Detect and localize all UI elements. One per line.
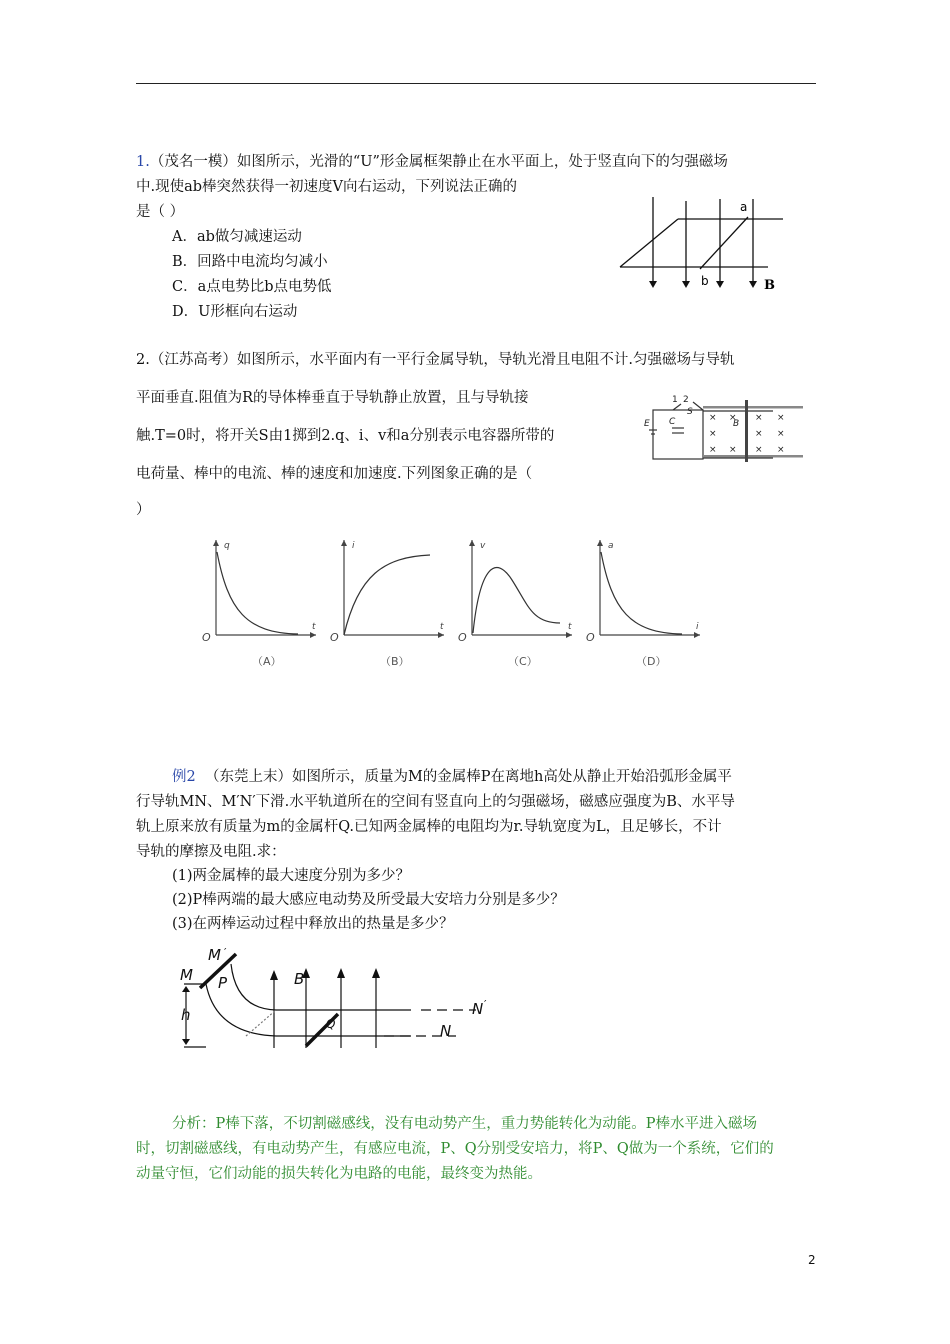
ex2-question-2: (2)P棒两端的最大感应电动势及所受最大安培力分别是多少？	[172, 892, 565, 908]
svg-text:′: ′	[484, 998, 487, 1011]
cross-mark: ×	[777, 429, 785, 439]
label-B: B	[294, 970, 305, 988]
q1-option-b: B．回路中电流均匀减小	[172, 254, 328, 270]
q1-line2: 中.现使ab棒突然获得一初速度V向右运动，下列说法正确的	[136, 179, 518, 195]
graph-x-arrow	[310, 632, 316, 638]
graph-y-arrow	[213, 540, 219, 546]
page-number: 2	[808, 1253, 816, 1267]
label-N-prime: N	[472, 1000, 484, 1018]
cross-mark: ×	[709, 445, 717, 455]
label-N: N	[440, 1022, 452, 1040]
graph-x-arrow	[566, 632, 572, 638]
graph-x-label: t	[312, 622, 316, 632]
graph-origin: O	[330, 631, 339, 644]
cross-mark: ×	[777, 413, 785, 423]
cross-mark: ×	[777, 445, 785, 455]
cross-mark: ×	[755, 413, 763, 423]
graph-0	[202, 540, 316, 668]
graph-origin: O	[458, 631, 467, 644]
q2-line4: 电荷量、棒中的电流、棒的速度和加速度.下列图象正确的是（	[136, 466, 533, 482]
graph-x-label: t	[568, 622, 572, 632]
q1-number: 1.	[136, 154, 150, 170]
q1-figure	[618, 195, 788, 295]
graph-1	[330, 540, 444, 668]
graph-x-label: i	[696, 622, 699, 632]
analysis-line3: 动量守恒，它们动能的损失转化为电路的电能，最终变为热能。	[136, 1166, 542, 1182]
label-B: B	[764, 278, 775, 293]
q1-option-a: A．ab做匀减速运动	[172, 229, 302, 245]
q2-line3: 触.T=0时，将开关S由1掷到2.q、i、v和a分别表示电容器所带的	[136, 428, 555, 444]
graph-y-arrow	[597, 540, 603, 546]
graph-y-label: i	[352, 541, 355, 551]
graph-y-arrow	[469, 540, 475, 546]
q2-line5: ）	[136, 502, 151, 518]
label-1: 1	[672, 395, 678, 405]
cross-mark: ×	[755, 445, 763, 455]
label-M: M	[180, 966, 193, 984]
graph-origin: O	[202, 631, 211, 644]
q1-line3: 是（ ）	[136, 204, 185, 220]
label-M-prime: M	[208, 946, 221, 964]
ex2-line2: 行导轨MN、M′N′下滑.水平轨道所在的空间有竖直向上的匀强磁场，磁感应强度为B、水平导	[136, 794, 735, 810]
graph-curve	[344, 555, 430, 635]
graph-y-label: v	[480, 541, 486, 551]
graph-y-label: a	[608, 541, 614, 551]
label-S: S	[687, 407, 693, 417]
ex2-question-3: (3)在两棒运动过程中释放出的热量是多少？	[172, 916, 454, 932]
graph-caption: （A）	[252, 655, 282, 668]
label-field-B: B	[733, 419, 740, 429]
graph-curve	[473, 568, 560, 633]
label-C: C	[669, 417, 676, 427]
graph-2	[458, 540, 572, 668]
graph-y-label: q	[224, 541, 230, 551]
label-h: h	[181, 1006, 191, 1024]
header-rule	[136, 83, 816, 84]
ex2-stem: （东莞上末）如图所示，质量为M的金属棒P在离地h高处从静止开始沿弧形金属平	[204, 769, 732, 785]
cross-mark: ×	[755, 429, 763, 439]
ex2-label: 例2	[172, 769, 196, 785]
label-b: b	[701, 274, 709, 288]
graph-caption: （D）	[636, 655, 667, 668]
ex2-figure	[176, 944, 506, 1056]
label-a: a	[740, 200, 748, 214]
q2-graphs	[198, 532, 699, 672]
graph-3	[586, 540, 700, 668]
ex2-question-1: (1)两金属棒的最大速度分别为多少？	[172, 868, 411, 884]
graph-curve	[601, 552, 682, 634]
label-E: E	[644, 419, 650, 429]
graph-origin: O	[586, 631, 595, 644]
ex2-line1	[172, 765, 732, 790]
label-Q: Q	[326, 1017, 336, 1031]
graph-caption: （B）	[380, 655, 410, 668]
label-2: 2	[683, 395, 689, 405]
analysis-line1: 分析：P棒下落，不切割磁感线，没有电动势产生，重力势能转化为动能。P棒水平进入磁场	[172, 1116, 758, 1132]
q1-option-c: C．a点电势比b点电势低	[172, 279, 332, 295]
ex2-line4: 导轨的摩擦及电阻.求：	[136, 844, 286, 860]
graph-curve	[217, 552, 298, 634]
q2-line2: 平面垂直.阻值为R的导体棒垂直于导轨静止放置，且与导轨接	[136, 390, 529, 406]
ex2-line3: 轨上原来放有质量为m的金属杆Q.已知两金属棒的电阻均为r.导轨宽度为L，且足够长，不计	[136, 819, 722, 835]
graph-caption: （C）	[508, 655, 538, 668]
label-P: P	[218, 974, 228, 992]
cross-mark: ×	[729, 445, 737, 455]
q1-line1	[136, 150, 728, 175]
q2-line1: 2.（江苏高考）如图所示，水平面内有一平行金属导轨，导轨光滑且电阻不计.匀强磁场与导轨	[136, 352, 735, 368]
analysis-line2: 时，切割磁感线，有电动势产生，有感应电流，P、Q分别受安培力，将P、Q做为一个系统，它们的	[136, 1141, 774, 1157]
graph-y-arrow	[341, 540, 347, 546]
cross-mark: ×	[709, 429, 717, 439]
q2-circuit-figure	[643, 390, 813, 465]
graph-x-label: t	[440, 622, 444, 632]
q1-option-d: D．U形框向右运动	[172, 304, 298, 320]
cross-mark: ×	[729, 413, 737, 423]
q1-stem: （茂名一模）如图所示，光滑的“U”形金属框架静止在水平面上，处于竖直向下的匀强磁场	[149, 154, 728, 170]
svg-text:′: ′	[224, 946, 227, 959]
graph-x-arrow	[438, 632, 444, 638]
cross-mark: ×	[709, 413, 717, 423]
graph-x-arrow	[694, 632, 700, 638]
